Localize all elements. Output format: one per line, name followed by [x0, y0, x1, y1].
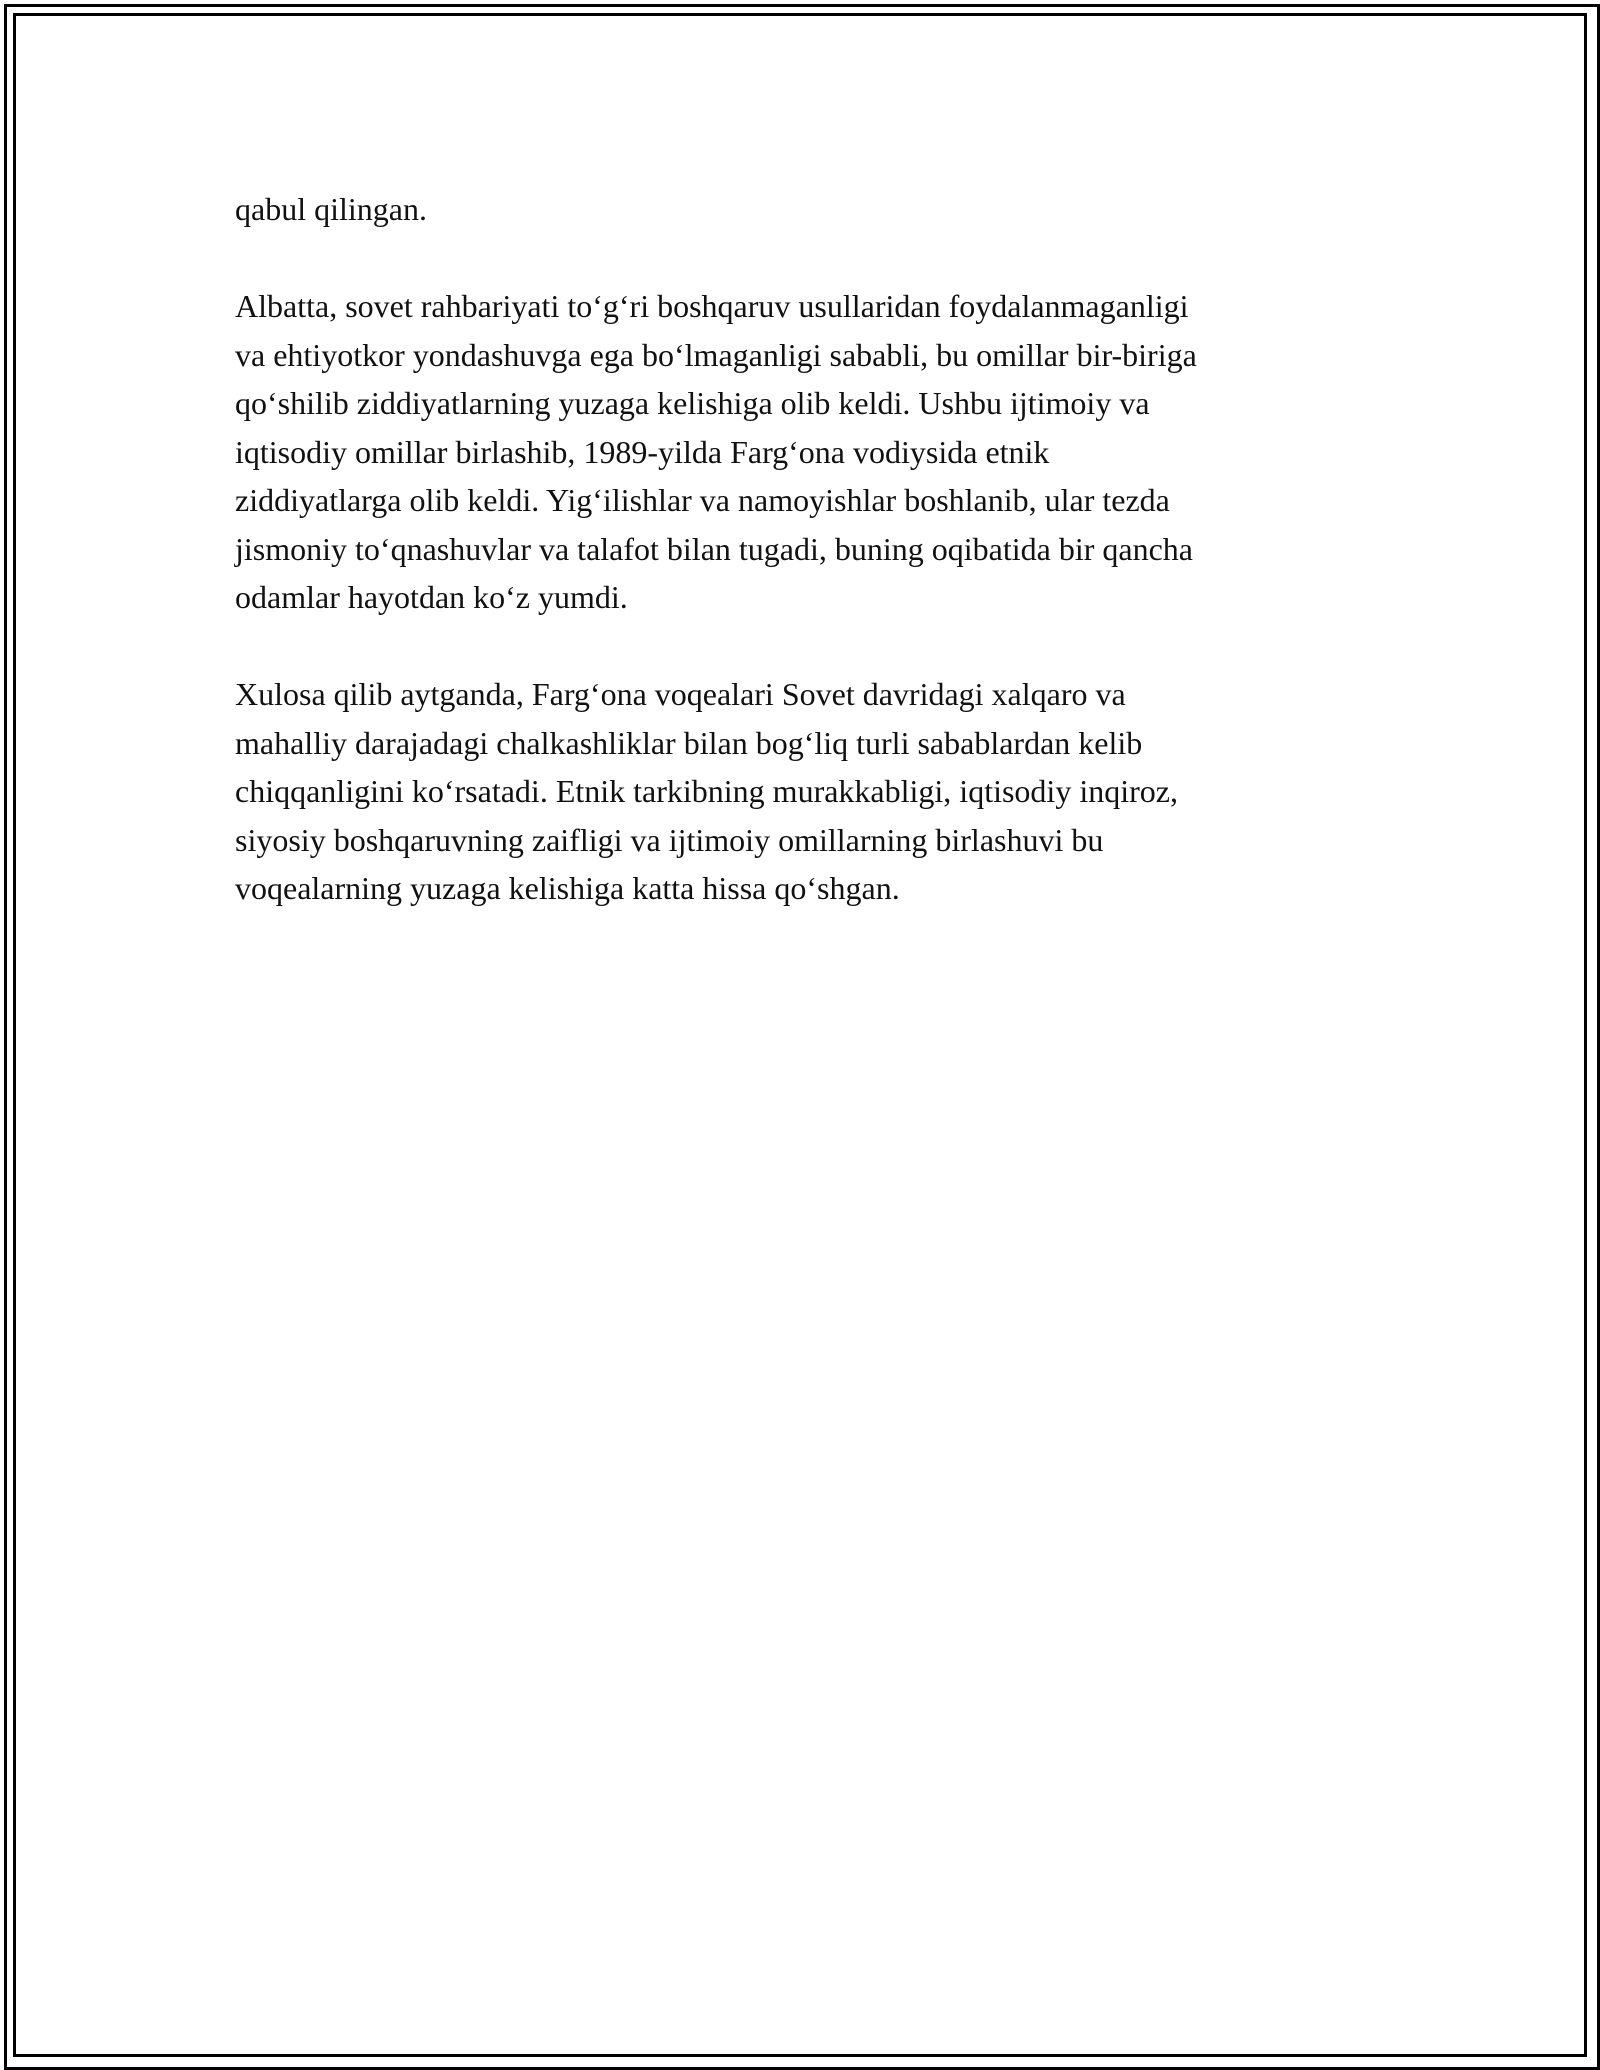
text-line: Albatta, sovet rahbariyati to‘g‘ri boshqaruv usullaridan foydalanmaganligi — [235, 288, 1189, 324]
text-line: iqtisodiy omillar birlashib, 1989-yilda Farg‘ona vodiysida etnik — [235, 433, 1050, 470]
text-line: chiqqanligini ko‘rsatadi. Etnik tarkibning murakkabligi, iqtisodiy inqiroz, — [235, 773, 1178, 809]
text-line: qo‘shilib ziddiyatlarning yuzaga kelishiga olib keldi. Ushbu ijtimoiy va — [235, 385, 1150, 421]
text-line: mahalliy darajadagi chalkashliklar bilan bog‘liq turli sabablardan kelib — [235, 724, 1143, 761]
paragraph-2 — [235, 282, 1365, 622]
text-line: jismoniy to‘qnashuvlar va talafot bilan tugadi, buning oqibatida bir qancha — [235, 530, 1193, 567]
paragraph-1 — [235, 185, 1365, 234]
text-line: siyosiy boshqaruvning zaifligi va ijtimoiy omillarning birlashuvi bu — [235, 821, 1104, 858]
document-body — [235, 185, 1365, 961]
text-line: qabul qilingan. — [235, 191, 427, 227]
text-line: va ehtiyotkor yondashuvga ega bo‘lmaganligi sababli, bu omillar bir-biriga — [235, 336, 1197, 373]
text-line: ziddiyatlarga olib keldi. Yig‘ilishlar va namoyishlar boshlanib, ular tezda — [235, 482, 1170, 518]
text-line: odamlar hayotdan ko‘z yumdi. — [235, 579, 628, 615]
text-line: Xulosa qilib aytganda, Farg‘ona voqealari Sovet davridagi xalqaro va — [235, 676, 1126, 712]
paragraph-3 — [235, 670, 1365, 913]
text-line: voqealarning yuzaga kelishiga katta hissa qo‘shgan. — [235, 870, 900, 906]
